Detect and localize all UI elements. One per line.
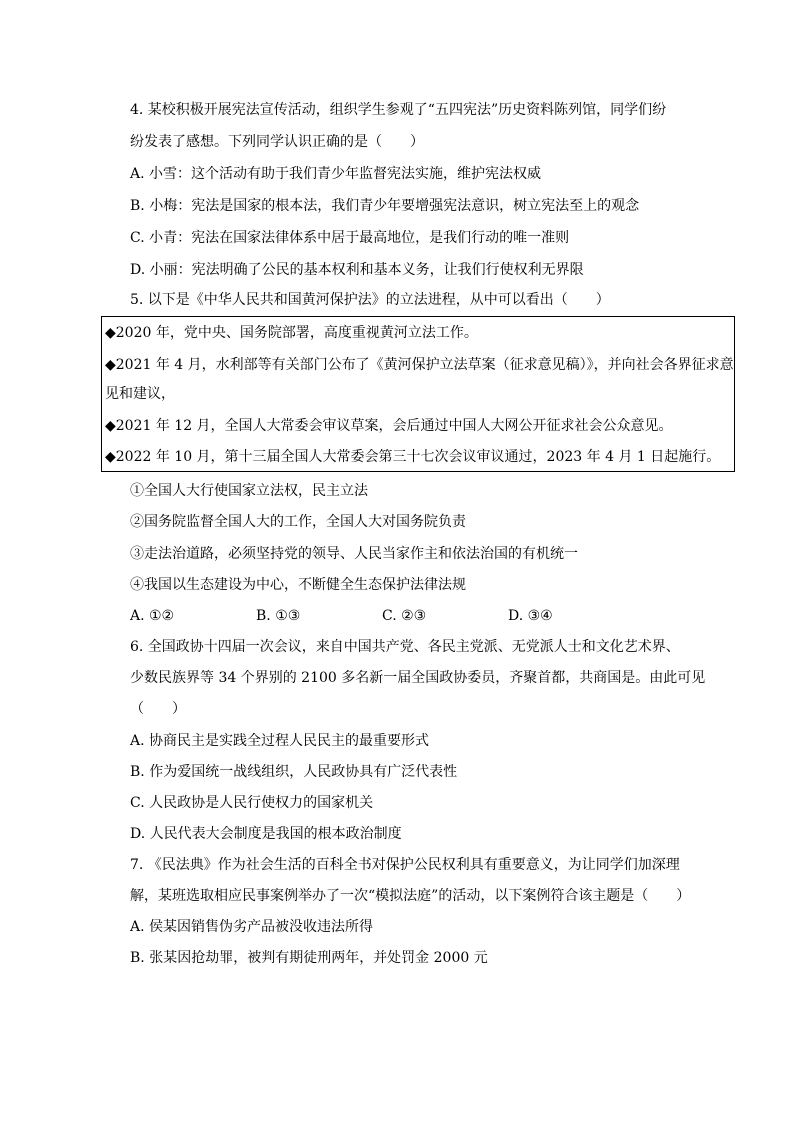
q5-box-line-2: ◆2021 年 4 月，水利部等有关部门公布了《黄河保护立法草案（征求意见稿）》，并向社会各界征求意 [105,357,734,373]
q6-option-c: C. 人民政协是人民行使权力的国家机关 [130,795,374,811]
q5-box-line-5: ◆2022 年 10 月，第十三届全国人大常委会第三十七次会议审议通过，2023 年 4 月 1 日起施行。 [105,449,721,465]
q7-option-a: A. 侯某因销售伪劣产品被没收违法所得 [130,919,374,935]
q5-choice-b: B. ①③ [256,608,301,624]
q6-option-d: D. 人民代表大会制度是我国的根本政治制度 [130,826,402,842]
q5-box-line-1: ◆2020 年，党中央、国务院部署，高度重视黄河立法工作。 [105,325,478,341]
q7-stem-line2: 解，某班选取相应民事案例举办了一次“模拟法庭”的活动，以下案例符合该主题是（ ） [130,888,691,904]
q4-option-b: B. 小梅：宪法是国家的根本法，我们青少年要增强宪法意识，树立宪法至上的观念 [130,198,640,214]
q6-stem-line3: （ ） [130,701,186,717]
q5-statement-4: ④我国以生态建设为中心，不断健全生态保护法律法规 [130,577,466,593]
q6-stem-line1: 6. 全国政协十四届一次会议，来自中国共产党、各民主党派、无党派人士和文化艺术界、 [130,639,680,655]
q6-option-a: A. 协商民主是实践全过程人民民主的最重要形式 [130,733,430,749]
q5-choice-c: C. ②③ [382,608,427,624]
q5-legislation-box [101,316,735,472]
q5-box-line-3: 见和建议， [105,386,175,402]
q6-option-b: B. 作为爱国统一战线组织，人民政协具有广泛代表性 [130,764,458,780]
q5-stem: 5. 以下是《中华人民共和国黄河保护法》的立法进程，从中可以看出（ ） [130,292,610,308]
q5-statement-2: ②国务院监督全国人大的工作，全国人大对国务院负责 [130,514,466,530]
q7-option-b: B. 张某因抢劫罪，被判有期徒刑两年，并处罚金 2000 元 [130,950,488,966]
q6-stem-line2: 少数民族界等 34 个界别的 2100 多名新一届全国政协委员，齐聚首都，共商国是。由此可见 [130,670,706,686]
q7-stem-line1: 7. 《民法典》作为社会生活的百科全书对保护公民权利具有重要意义，为让同学们加深理 [130,857,680,873]
q4-option-d: D. 小丽：宪法明确了公民的基本权利和基本义务，让我们行使权利无界限 [130,262,584,278]
q5-choice-d: D. ③④ [508,608,553,624]
q4-stem-line2: 纷发表了感想。下列同学认识正确的是（ ） [130,134,424,150]
q5-statement-1: ①全国人大行使国家立法权，民主立法 [130,483,368,499]
q4-option-c: C. 小青：宪法在国家法律体系中居于最高地位，是我们行动的唯一准则 [130,230,570,246]
q5-choice-a: A. ①② [130,608,175,624]
q5-statement-3: ③走法治道路，必须坚持党的领导、人民当家作主和依法治国的有机统一 [130,546,578,562]
q4-stem-line1: 4. 某校积极开展宪法宣传活动，组织学生参观了“五四宪法”历史资料陈列馆，同学们纷 [130,102,667,118]
q4-option-a: A. 小雪：这个活动有助于我们青少年监督宪法实施，维护宪法权威 [130,166,542,182]
q5-box-line-4: ◆2021 年 12 月，全国人大常委会审议草案，会后通过中国人大网公开征求社会公众意见。 [105,418,673,434]
